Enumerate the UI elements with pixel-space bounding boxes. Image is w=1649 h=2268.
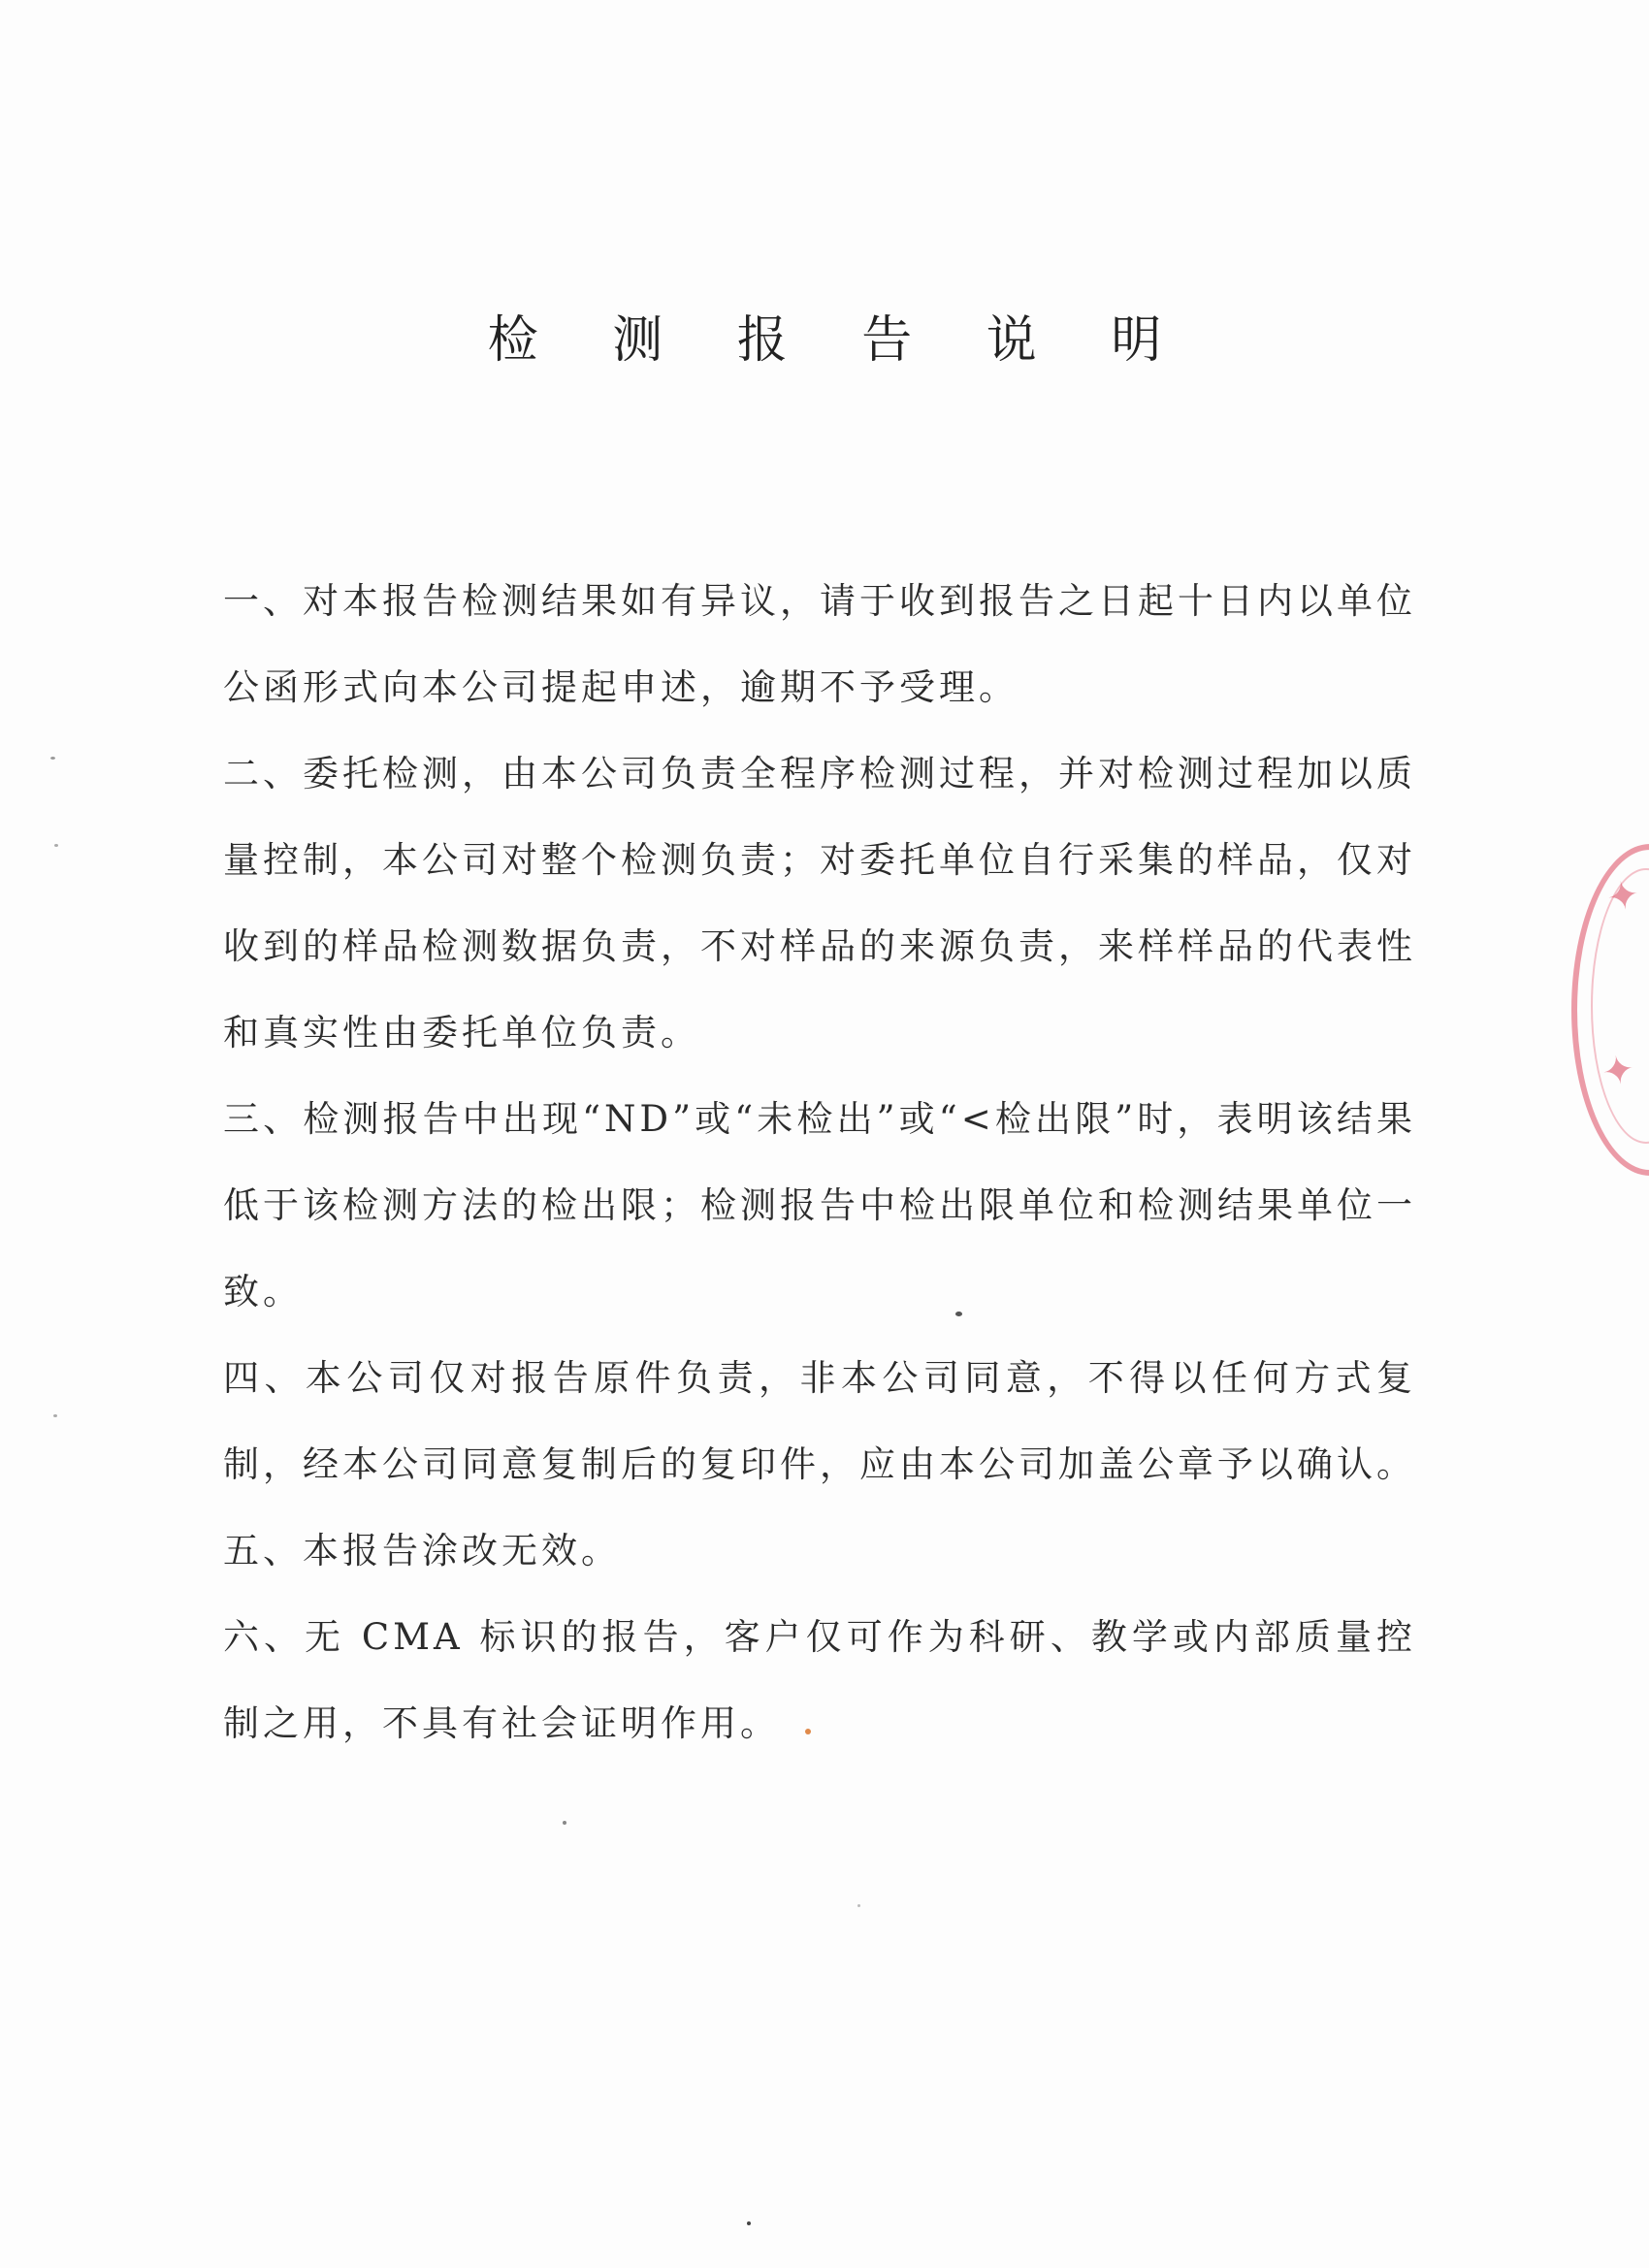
scan-speck: [857, 1904, 860, 1907]
paragraph-4: 四、本公司仅对报告原件负责，非本公司同意，不得以任何方式复制，经本公司同意复制后的复印件，应由本公司加盖公章予以确认。: [223, 1357, 1416, 1485]
seal-mark: ✦: [1592, 1050, 1642, 1090]
scan-speck: [805, 1729, 811, 1734]
scan-speck: [50, 757, 55, 760]
scan-speck: [955, 1312, 962, 1316]
document-body: [223, 558, 1416, 1766]
paragraph-3: 三、检测报告中出现“ND”或“未检出”或“<检出限”时，表明该结果低于该检测方法的检出限；检测报告中检出限单位和检测结果单位一致。: [223, 1098, 1416, 1312]
page-title: 检 测 报 告 说 明: [487, 311, 1191, 370]
scan-speck: [747, 2221, 751, 2225]
paragraph-6: 六、无 CMA 标识的报告，客户仅可作为科研、教学或内部质量控制之用，不具有社会证明作用。: [223, 1616, 1416, 1744]
paragraph-2: 二、委托检测，由本公司负责全程序检测过程，并对检测过程加以质量控制，本公司对整个检测负责；对委托单位自行采集的样品，仅对收到的样品检测数据负责，不对样品的来源负责，来样样品的代表性和真实性由委托单位负责。: [223, 753, 1416, 1053]
scan-speck: [563, 1821, 566, 1825]
scan-speck: [53, 1414, 57, 1417]
paragraph-1: 一、对本报告检测结果如有异议，请于收到报告之日起十日内以单位公函形式向本公司提起申述，逾期不予受理。: [223, 580, 1416, 708]
seal-mark: ✦: [1597, 875, 1647, 916]
paragraph-5: 五、本报告涂改无效。: [223, 1530, 621, 1571]
scan-speck: [54, 844, 58, 847]
